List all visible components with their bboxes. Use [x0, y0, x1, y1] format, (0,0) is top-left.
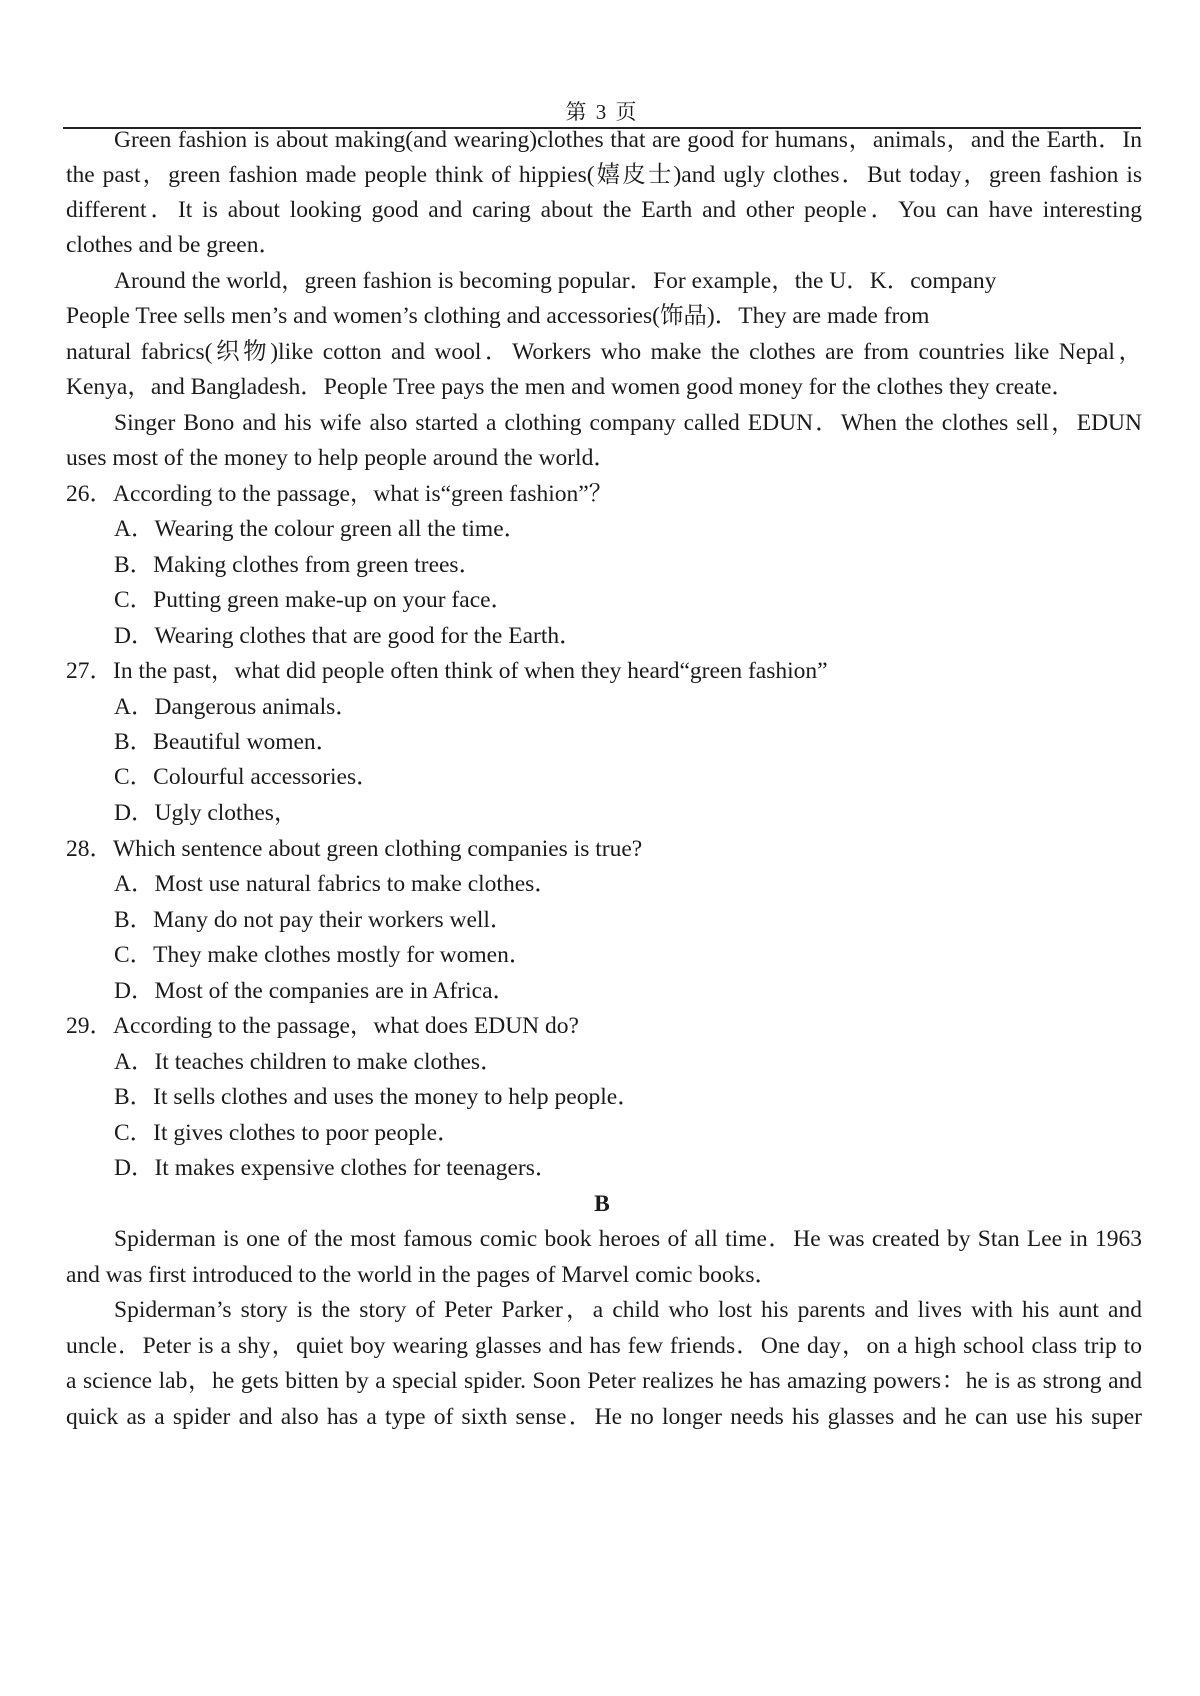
- passage-a-line: Singer Bono and his wife also started a clothing company called EDUN．When the clothes sell，EDUN: [114, 410, 1142, 436]
- answer-option: A．Most use natural fabrics to make clothes．: [114, 871, 558, 897]
- page-number: 第 3 页: [565, 100, 639, 124]
- question-stem: 28．Which sentence about green clothing companies is true?: [66, 836, 643, 862]
- answer-option: B．Beautiful women．: [114, 729, 340, 755]
- passage-a-line: Green fashion is about making(and wearing)clothes that are good for humans，animals，and the Earth．In: [114, 127, 1142, 153]
- answer-option: A．It teaches children to make clothes．: [114, 1049, 504, 1075]
- answer-option: B．Many do not pay their workers well．: [114, 907, 514, 933]
- passage-b-line: quick as a spider and also has a type of sixth sense．He no longer needs his glasses and he can use his super: [66, 1404, 1142, 1430]
- answer-option: D．Most of the companies are in Africa．: [114, 978, 517, 1004]
- passage-a-line: natural fabrics(织物)like cotton and wool．Workers who make the clothes are from countries like Nepal，: [66, 339, 1142, 365]
- answer-option: D．It makes expensive clothes for teenagers．: [114, 1155, 559, 1181]
- passage-a-line: the past，green fashion made people think of hippies(嬉皮士)and ugly clothes．But today，green fashion is: [66, 162, 1142, 188]
- question-stem: 27．In the past，what did people often think of when they heard“green fashion”: [66, 658, 828, 684]
- answer-option: A．Wearing the colour green all the time．: [114, 516, 528, 542]
- passage-a-line: Around the world，green fashion is becoming popular．For example，the U．K．company: [114, 268, 997, 294]
- passage-a-line: People Tree sells men’s and women’s clothing and accessories(饰品)．They are made from: [66, 303, 930, 329]
- answer-option: D．Ugly clothes，: [114, 800, 298, 826]
- answer-option: C．It gives clothes to poor people．: [114, 1120, 461, 1146]
- passage-b-line: and was first introduced to the world in the pages of Marvel comic books．: [66, 1262, 779, 1288]
- section-heading: B: [594, 1191, 610, 1217]
- answer-option: B．It sells clothes and uses the money to help people．: [114, 1084, 641, 1110]
- question-stem: 26．According to the passage，what is“green fashion”？: [66, 481, 613, 507]
- answer-option: D．Wearing clothes that are good for the Earth．: [114, 623, 583, 649]
- answer-option: C．They make clothes mostly for women．: [114, 942, 533, 968]
- passage-b-line: Spiderman is one of the most famous comic book heroes of all time．He was created by Stan Lee in 1963: [114, 1226, 1142, 1252]
- passage-b-line: a science lab，he gets bitten by a special spider. Soon Peter realizes he has amazing powers：he is as strong and: [66, 1368, 1142, 1394]
- passage-b-line: Spiderman’s story is the story of Peter Parker，a child who lost his parents and lives with his aunt and: [114, 1297, 1142, 1323]
- passage-a-line: uses most of the money to help people around the world．: [66, 445, 617, 471]
- answer-option: C．Colourful accessories．: [114, 764, 380, 790]
- passage-a-line: different．It is about looking good and caring about the Earth and other people．You can have interesting: [66, 197, 1142, 223]
- answer-option: B．Making clothes from green trees．: [114, 552, 483, 578]
- question-stem: 29．According to the passage，what does EDUN do?: [66, 1013, 579, 1039]
- passage-a-line: Kenya，and Bangladesh．People Tree pays the men and women good money for the clothes they create．: [66, 374, 1075, 400]
- answer-option: A．Dangerous animals．: [114, 694, 359, 720]
- passage-b-line: uncle．Peter is a shy，quiet boy wearing glasses and has few friends．One day，on a high school class trip to: [66, 1333, 1142, 1359]
- passage-a-line: clothes and be green．: [66, 232, 282, 258]
- answer-option: C．Putting green make-up on your face．: [114, 587, 515, 613]
